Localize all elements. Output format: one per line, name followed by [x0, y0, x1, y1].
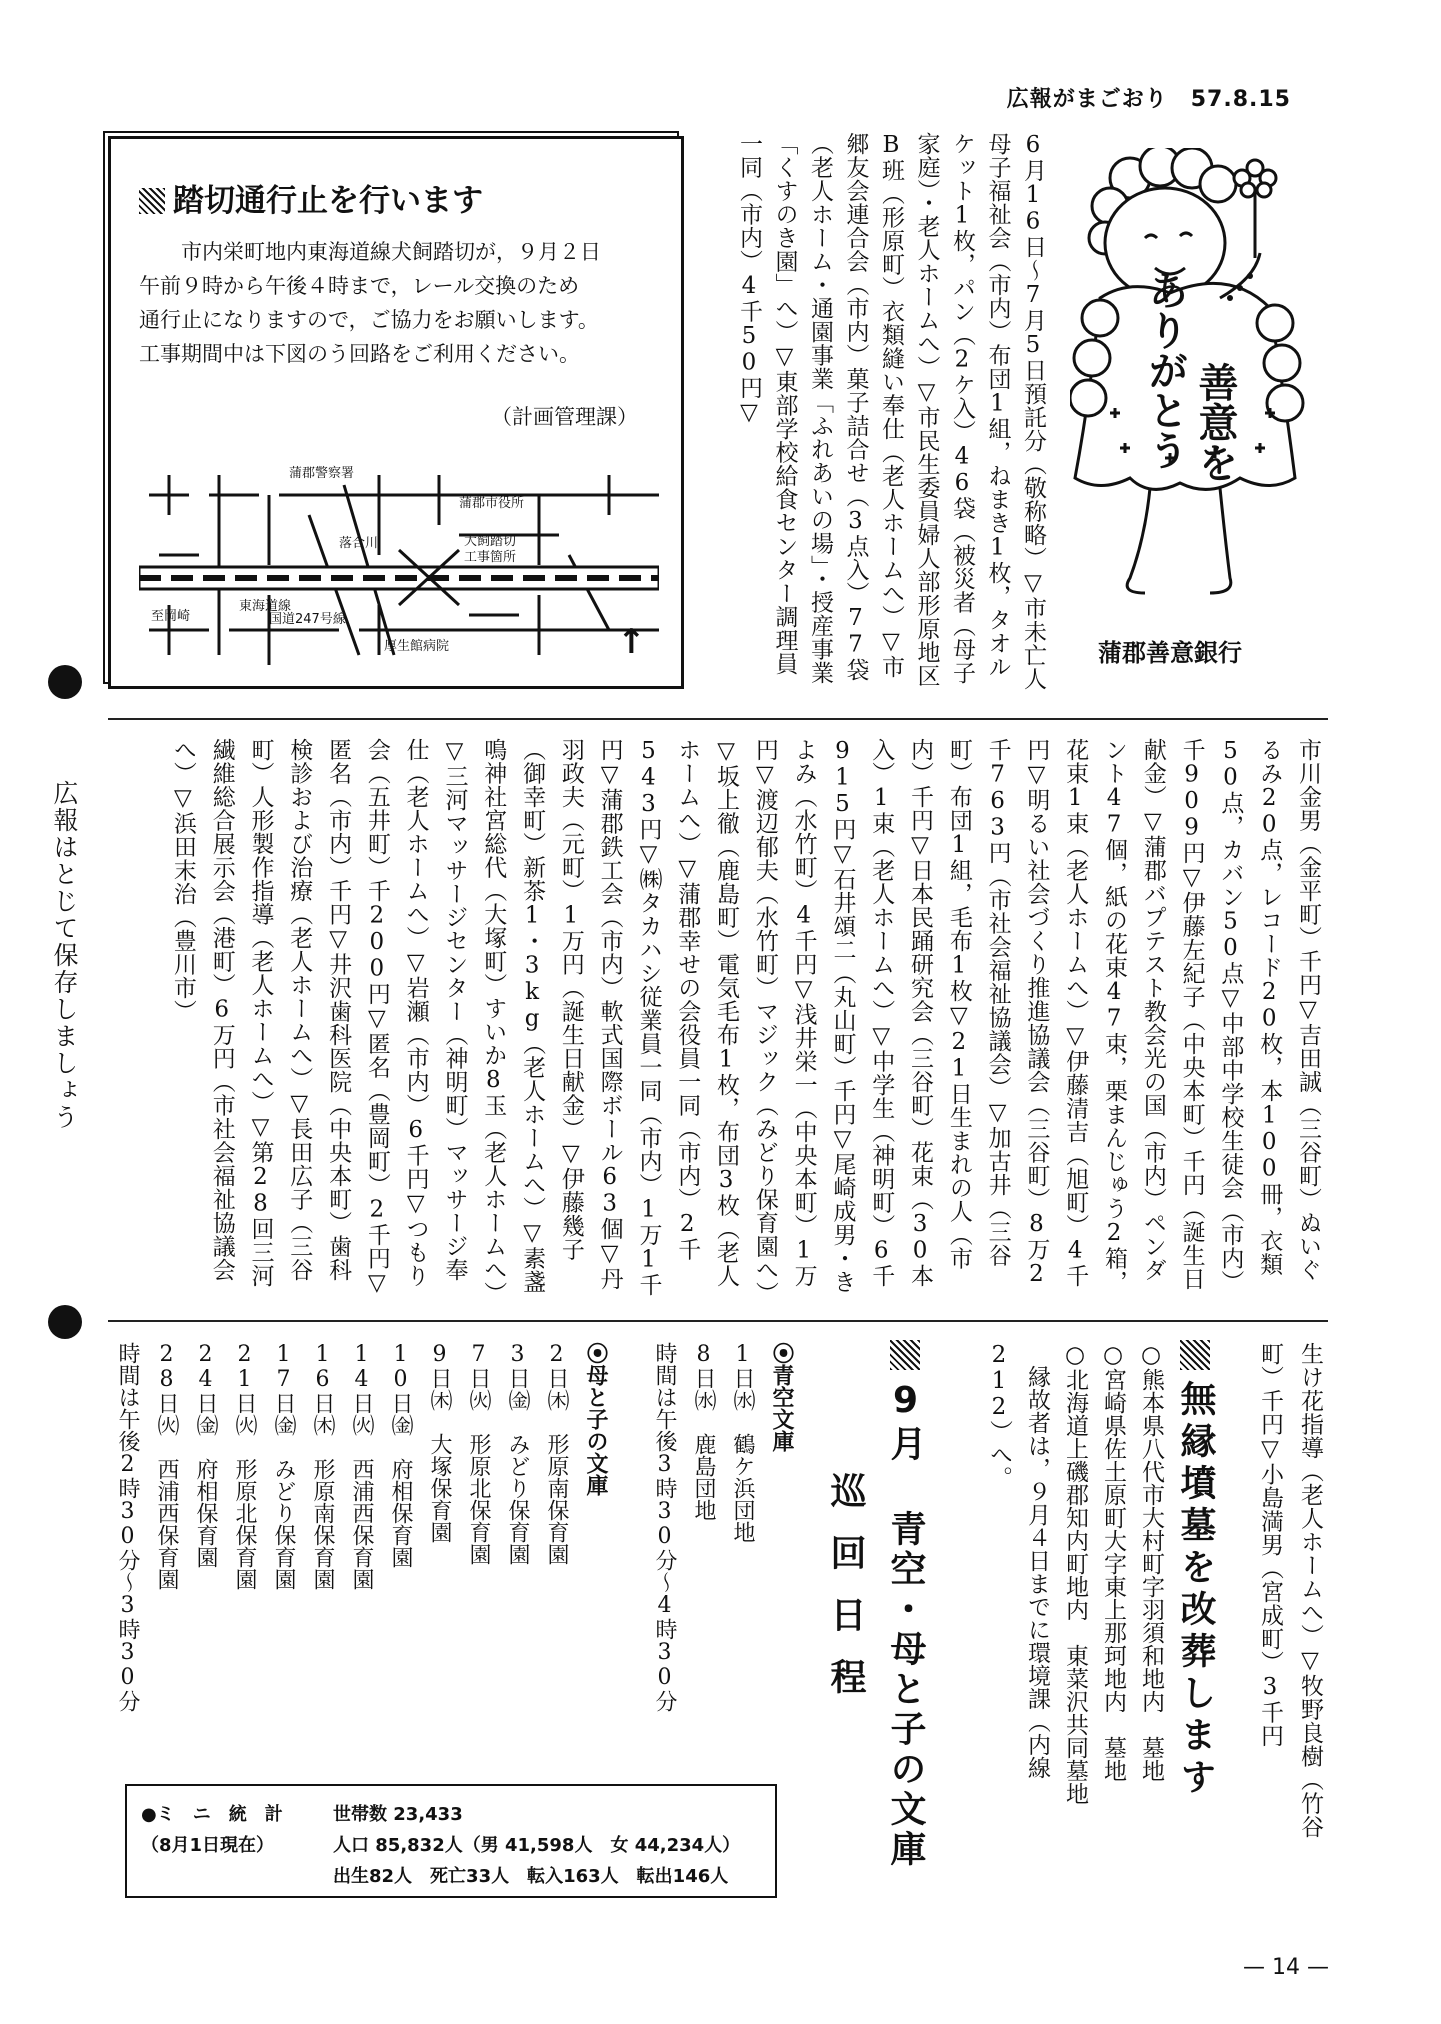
page-header: 広報がまごおり 57.8.15 [1006, 87, 1291, 112]
muen-line: ○宮崎県佐土原町大字東上那珂地内 墓地 [1100, 1342, 1126, 1782]
hatch-mark-icon [1180, 1340, 1210, 1370]
schedule-time: 時間は午後2時30分〜3時30分 [115, 1342, 140, 1712]
railway-line: 市内栄町地内東海道線犬飼踏切が，９月２日 [181, 240, 601, 264]
hatch-mark-icon [890, 1340, 920, 1370]
stats-date: （8月1日現在） [141, 1835, 275, 1856]
binder-hole-bottom [48, 1305, 82, 1339]
railway-line: 工事期間中は下図のう回路をご利用ください。 [139, 342, 580, 366]
stats-households: 世帯数 23,433 [333, 1804, 463, 1825]
schedule-item: 2日㈭ 形原南保育園 [544, 1342, 569, 1565]
bunko-subtitle: 巡回日程 [825, 1472, 866, 1720]
map-label-okazaki: 至岡崎 [151, 609, 191, 624]
page-number: — 14 — [1243, 1955, 1329, 1980]
muen-line: 縁故者は，９月４日までに環境課（内線212）へ。 [986, 1342, 1050, 1779]
north-arrow-icon: ↑ [617, 622, 646, 662]
muen-body [980, 1342, 1170, 1842]
schedule-item: 17日㈮ みどり保育園 [271, 1342, 296, 1590]
schedule-item: 8日㈬ 鹿島団地 [691, 1342, 716, 1521]
aozora-heading: ⦿青空文庫 [769, 1342, 794, 1452]
schedule-item: 14日㈫ 西浦西保育園 [349, 1342, 374, 1590]
section-divider-top [108, 718, 1328, 720]
map-label-crossing: 犬飼踏切 [464, 534, 517, 549]
mini-stats-box [125, 1784, 777, 1898]
railway-dept: （計画管理課） [491, 405, 638, 429]
schedule-item: 24日㈮ 府相保育園 [193, 1342, 218, 1568]
schedule-item: 7日㈫ 形原北保育園 [466, 1342, 491, 1565]
hahako-heading: ⦿母と子の文庫 [583, 1342, 608, 1496]
aozora-schedule [645, 1342, 801, 1762]
schedule-item: 28日㈫ 西浦西保育園 [154, 1342, 179, 1590]
railway-line: 通行止になりますので，ご協力をお願いします。 [139, 308, 599, 332]
schedule-item: 1日㈬ 鶴ケ浜団地 [730, 1342, 755, 1543]
map-label-police: 蒲郡警察署 [289, 466, 355, 481]
muen-title: 無縁墳墓を改葬します [1170, 1340, 1221, 1800]
bank-label: 蒲郡善意銀行 [1098, 639, 1242, 667]
flower-icon [1234, 160, 1276, 258]
hahako-schedule [108, 1342, 615, 1762]
map-label-river: 落合川 [339, 536, 379, 551]
railway-notice-title: 踏切通行止を行います [139, 175, 483, 220]
muen-line: ○北海道上磯郡知内町地内 東菜沢共同墓地 [1062, 1342, 1088, 1805]
map-railway [139, 567, 659, 589]
railway-line: 午前９時から午後４時まで，レール交換のため [139, 274, 580, 298]
map-label-hospital: 厚生館病院 [384, 639, 450, 654]
map-label-city-hall: 蒲郡市役所 [459, 496, 525, 511]
hatch-mark-icon [139, 188, 165, 214]
mascot-slogan: 善意を ありがとう [1142, 270, 1238, 482]
schedule-item: 3日㈮ みどり保育園 [505, 1342, 530, 1565]
goodwill-bottom-list: 生け花指導（老人ホームへ）▽牧野良樹（竹谷町）千円▽小島満男（宮成町）3千円 [1257, 1342, 1323, 1839]
stats-movement: 出生82人 死亡33人 転入163人 転出146人 [333, 1866, 729, 1887]
goodwill-middle-list: 市川金男（金平町）千円▽吉田誠（三谷町）ぬいぐるみ20点，レコード20枚，本100冊，衣類50点，カバン50点▽中部中学校生徒会（市内）千909円▽伊藤左紀子（中央本町）千円（誕生日献金）▽蒲郡バプテスト教会光の国（市内）ペンダント47個，紙の花束47束，栗まんじゅう2箱，花束1束（老人ホームへ）▽伊藤清吉（旭町）4千円▽明るい社会づくり推進協議会（三谷町）8万2千763円（市社会福祉協議会）▽加古井（三谷町）布団1組，毛布1枚▽21日生まれの人（市内）千円▽日本民踊研究会（三谷町）花束（30本入）1束（老人ホームへ）▽中学生（神明町）6千915円▽石井頌二（丸山町）千円▽尾崎成男・きよみ（水竹町）4千円▽浅井栄一（中央本町）1万円▽渡辺郁夫（水竹町）マジック（みどり保育園へ）▽坂上徹（鹿島町）電気毛布1枚，布団3枚（老人ホームへ）▽蒲郡幸せの会役員一同（市内）2千543円▽㈱タカハシ従業員一同（市内）1万1千円▽蒲郡鉄工会（市内）軟式国際ボール63個▽丹羽政夫（元町）1万円（誕生日献金）▽伊藤幾子（御幸町）新茶1・3kg（老人ホームへ）▽素盞鳴神社宮総代（大塚町）すいか8玉（老人ホームへ）▽三河マッサージセンター（神明町）マッサージ奉仕（老人ホームへ）▽岩瀬（市内）6千円▽つもり会（五井町）千200円▽匿名（豊岡町）2千円▽匿名（市内）千円▽井沢歯科医院（中央本町）歯科検診および治療（老人ホームへ）▽長田広子（三谷町）人形製作指導（老人ホームへ）▽第28回三河繊維総合展示会（港町）6万円（市社会福祉協議会へ）▽浜田末治（豊川市） [169, 738, 1321, 1297]
schedule-item: 16日㈭ 形原南保育園 [310, 1342, 335, 1590]
railway-notice-box [108, 136, 684, 689]
binder-hole-top [48, 665, 82, 699]
schedule-item: 21日㈫ 形原北保育園 [232, 1342, 257, 1590]
side-note: 広報はとじて保存しましょう [50, 780, 79, 1131]
map-label-works: 工事箇所 [464, 550, 517, 565]
map-label-line: 東海道線 [239, 599, 292, 614]
stats-population: 人口 85,832人（男 41,598人 女 44,234人） [333, 1835, 741, 1856]
detour-map [139, 455, 659, 665]
map-label-route: 国道247号線 [269, 612, 346, 627]
muen-line: ○熊本県八代市大村町字羽須和地内 墓地 [1138, 1342, 1164, 1782]
schedule-time: 時間は午後3時30分〜4時30分 [652, 1342, 677, 1712]
railway-notice-body [139, 235, 659, 371]
bunko-title: 9月 青空・母と子の文庫 [880, 1340, 931, 1870]
goodwill-top-list: 6月16日〜7月5日預託分（敬称略）▽市未亡人母子福祉会（市内）布団1組，ねまき1枚，タオルケット1枚，パン（2ケ入）46袋（被災者（母子家庭）・老人ホームへ）▽市民生委員婦人部形原地区B班（形原町）衣類縫い奉仕（老人ホームへ）▽市郷友会連合会（市内）菓子詰合せ（3点入）77袋（老人ホーム・通園事業「ふれあいの場」・授産事業「くすのき園」へ）▽東部学校給食センター調理員一同（市内）4千50円▽ [736, 132, 1046, 691]
schedule-item: 10日㈮ 府相保育園 [388, 1342, 413, 1568]
section-divider-bottom [108, 1320, 1328, 1322]
stats-label: ●ミ ニ 統 計 [141, 1804, 283, 1825]
schedule-item: 9日㈭ 大塚保育園 [427, 1342, 452, 1543]
